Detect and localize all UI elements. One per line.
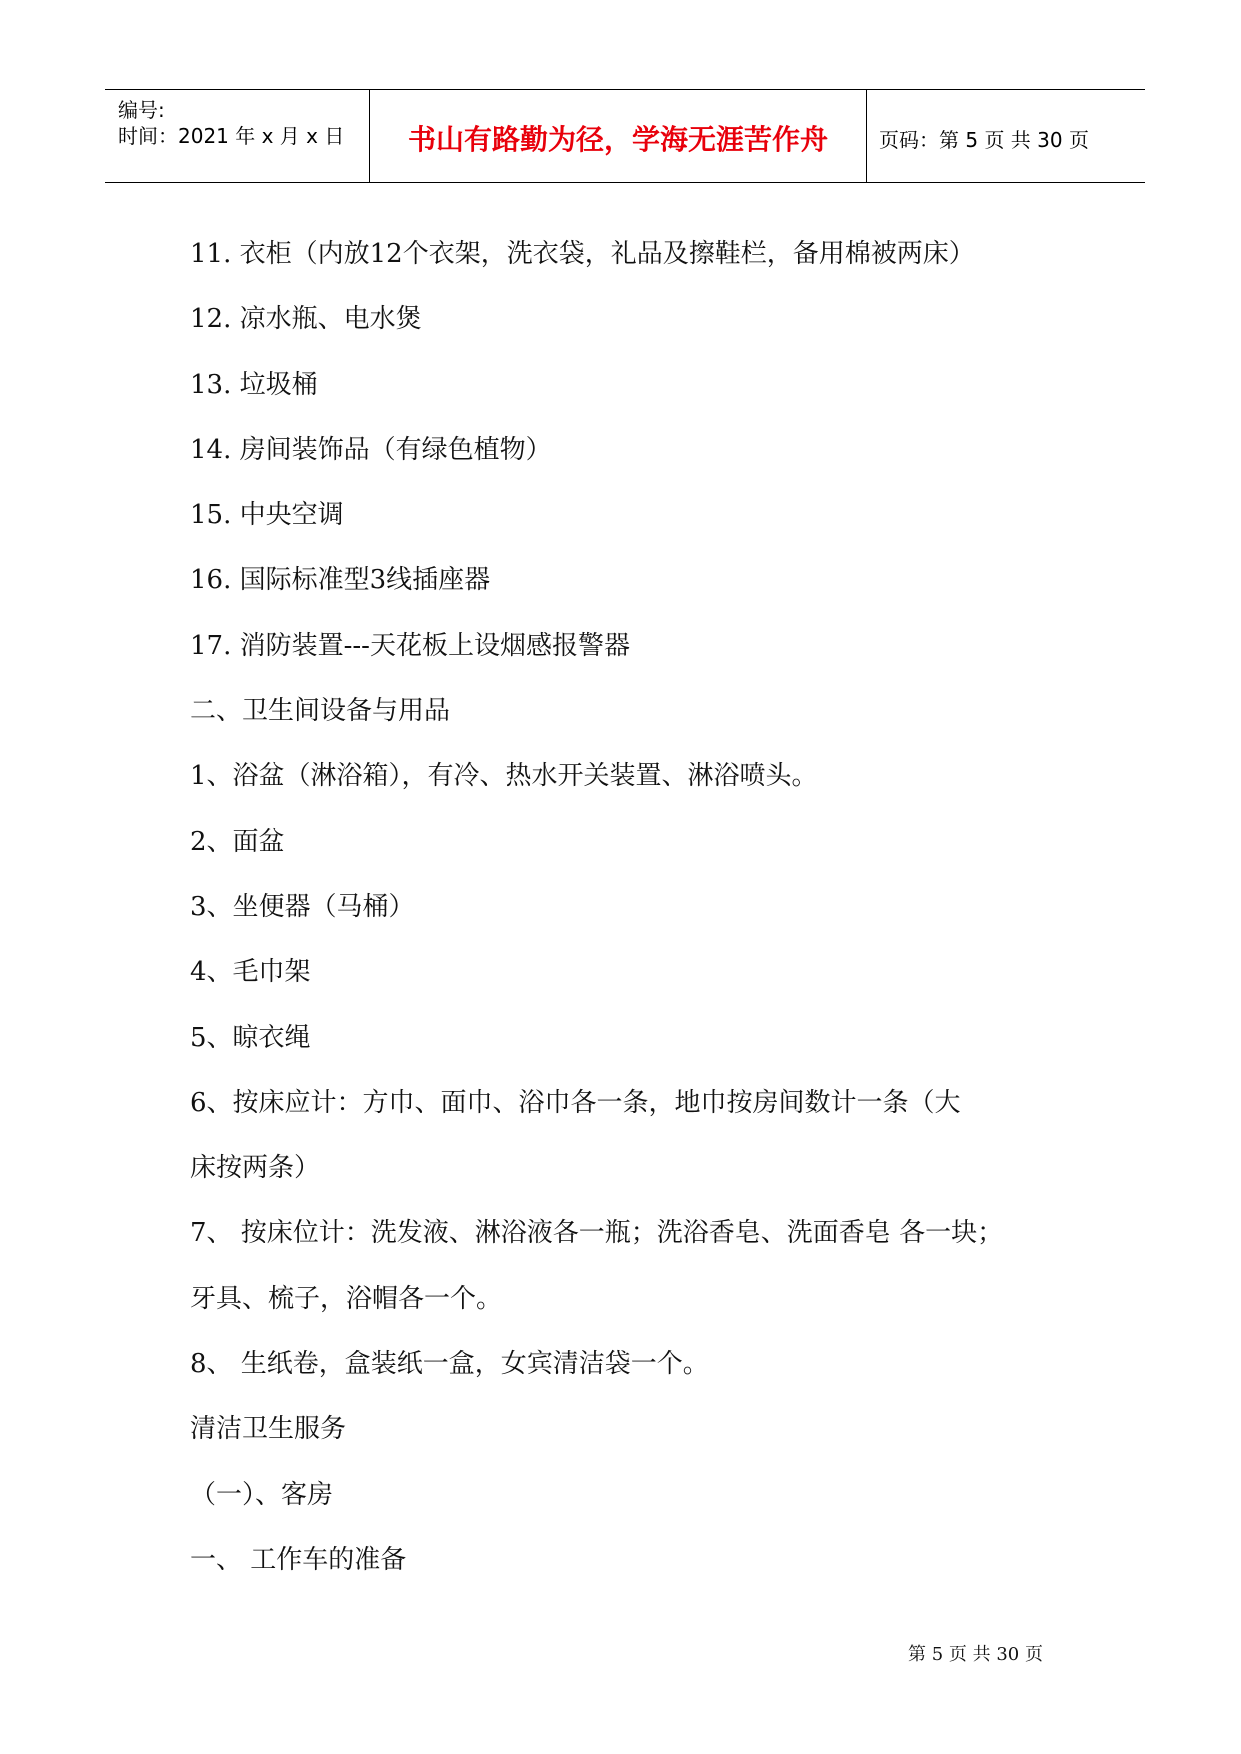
serial-number-label: 编号: <box>118 98 165 122</box>
document-body <box>190 222 1070 1593</box>
date-label: 时间：2021 年 x 月 x 日 <box>118 124 345 148</box>
motto-text: 书山有路勤为径，学海无涯苦作舟 <box>407 123 828 156</box>
paragraph: 7、 按床位计：洗发液、淋浴液各一瓶；洗浴香皂、洗面香皂 各一块； <box>190 1218 1004 1249</box>
section-heading: 一、 工作车的准备 <box>190 1544 407 1575</box>
header-page-number: 页码：第 5 页 共 30 页 <box>879 128 1089 152</box>
paragraph: 4、毛巾架 <box>190 957 311 988</box>
section-heading: 清洁卫生服务 <box>190 1414 347 1445</box>
paragraph: 牙具、梳子，浴帽各一个。 <box>190 1283 503 1314</box>
header-motto-cell <box>370 90 867 182</box>
paragraph: 6、按床应计：方巾、面巾、浴巾各一条，地巾按房间数计一条（大 <box>190 1087 961 1118</box>
paragraph: 16. 国际标准型3线插座器 <box>190 565 491 596</box>
header-page-cell <box>867 90 1145 182</box>
paragraph: 2、面盆 <box>190 826 285 857</box>
paragraph: 3、坐便器（马桶） <box>190 891 415 922</box>
paragraph: 12. 凉水瓶、电水煲 <box>190 304 422 335</box>
section-heading: 二、卫生间设备与用品 <box>190 696 451 727</box>
paragraph: 14. 房间装饰品（有绿色植物） <box>190 434 552 465</box>
page-header <box>105 89 1145 183</box>
page-footer-number: 第 5 页 共 30 页 <box>908 1644 1043 1665</box>
section-heading: （一）、客房 <box>190 1479 334 1510</box>
paragraph: 15. 中央空调 <box>190 500 344 531</box>
header-meta-cell <box>105 90 370 182</box>
paragraph: 1、浴盆（淋浴箱），有冷、热水开关装置、淋浴喷头。 <box>190 761 818 792</box>
paragraph: 13. 垃圾桶 <box>190 369 318 400</box>
paragraph: 8、 生纸卷，盒装纸一盒，女宾清洁袋一个。 <box>190 1349 709 1380</box>
paragraph: 5、晾衣绳 <box>190 1022 311 1053</box>
paragraph: 11. 衣柜（内放12个衣架，洗衣袋，礼品及擦鞋栏，备用棉被两床） <box>190 239 975 269</box>
paragraph: 床按两条） <box>190 1153 321 1184</box>
paragraph: 17. 消防装置---天花板上设烟感报警器 <box>190 630 630 661</box>
